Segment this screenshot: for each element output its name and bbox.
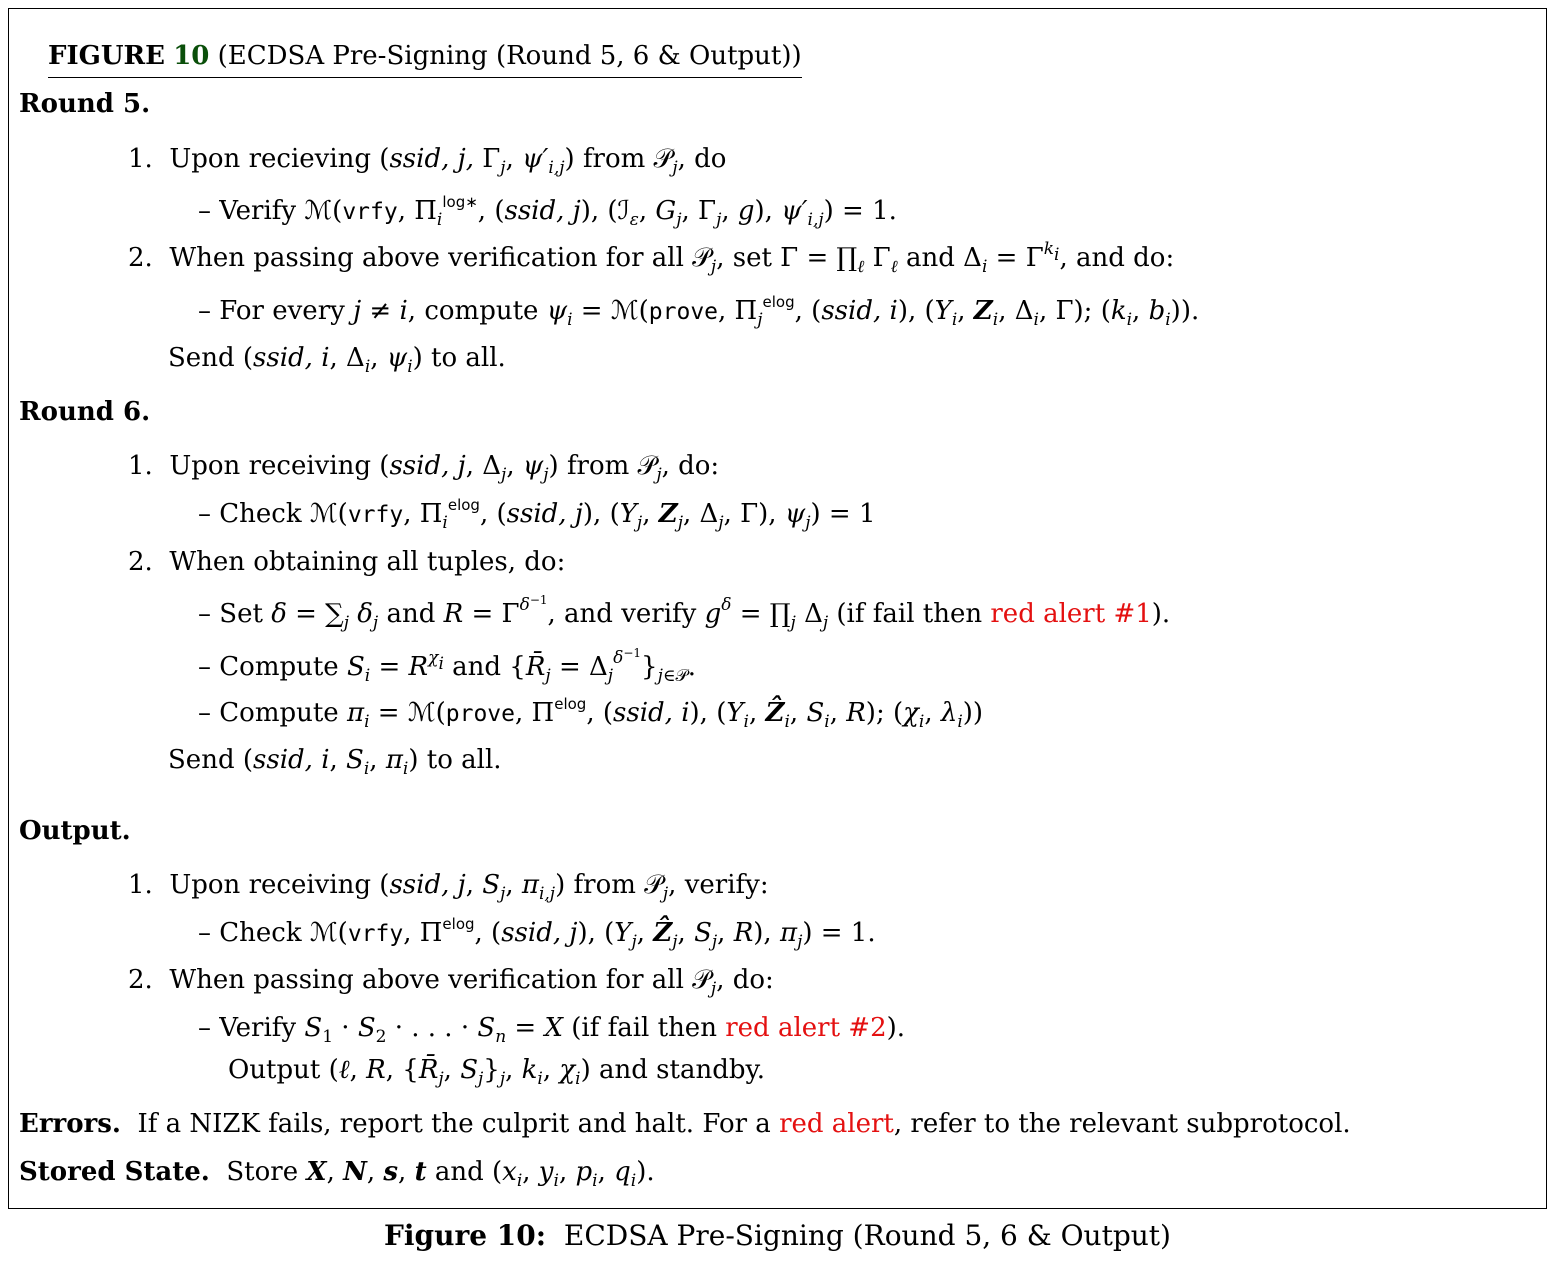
round6-step2-sub3: – Compute $\pi_i$ = ℳ(prove, $\Pi^{elog}$, (ssid, i), ($Y_i$, Ẑ$_i$, $S_i$, R); ($\chi_i$, $\lambda_i$)) xyxy=(198,695,984,732)
red-alert-1-link[interactable]: red alert #1 xyxy=(990,599,1152,629)
round5-step1-sub: – Verify ℳ(vrfy, $\Pi_i^{log∗}$, (ssid, j), (ℐ$_\varepsilon$, $G_j$, $\Gamma_j$, g), $\psi'_{i,j}) = 1$. xyxy=(198,193,897,230)
round5-step2: 2. When passing above verification for all 𝒫$_j$, set $\Gamma = \prod_\ell$ $\Gamma_\ell$ and $\Delta_i = \Gamma^{k_i}$, and do: xyxy=(128,239,1175,277)
round5-step1: 1. Upon recieving (ssid, j, $\Gamma_j$, $\psi'_{i,j}$) from 𝒫$_j$, do xyxy=(128,144,727,178)
round6-send: Send (ssid, i, $S_i$, $\pi_i$) to all. xyxy=(168,745,502,779)
errors-line: Errors. If a NIZK fails, report the culprit and halt. For a red alert, refer to the relevant subprotocol. xyxy=(19,1109,1351,1139)
round5-heading: Round 5. xyxy=(19,89,151,119)
figure-title-text: (ECDSA Pre-Signing (Round 5, 6 & Output)) xyxy=(217,41,802,71)
round6-step1-sub: – Check ℳ(vrfy, $\Pi_i^{elog}$, (ssid, j), ($Y_j$, $Z_j$, $\Delta_j$, Γ), $\psi_j) = 1$ xyxy=(198,496,876,533)
figure-number: 10 xyxy=(173,41,210,71)
stored-state-line: Stored State. Store X, N, s, t and ($x_i$, $y_i$, $p_i$, $q_i$). xyxy=(19,1157,655,1191)
round6-step2-sub2: – Compute $S_i = R^{\chi_i}$ and $\{R̄_j = \Delta_j^{\delta^{-1}}\}_{j\in 𝒫}$. xyxy=(198,646,696,686)
figure-caption: Figure 10: ECDSA Pre-Signing (Round 5, 6 & Output) xyxy=(384,1219,1171,1252)
figure-label: FIGURE xyxy=(48,41,165,71)
round5-step2-sub: – For every j ≠ i, compute $\psi_i$ = ℳ(prove, $\Pi_j^{elog}$, (ssid, i), ($Y_i$, $Z_i$, $\Delta_i$, Γ); ($k_i$, $b_i$)). xyxy=(198,293,1200,330)
output-step2: 2. When passing above verification for all 𝒫$_j$, do: xyxy=(128,965,774,999)
output-step2-sub: – Verify $S_1 \cdot S_2$ · . . . · $S_n = X$ (if fail then red alert #2). xyxy=(198,1013,906,1047)
figure-title xyxy=(48,40,802,72)
output-step1: 1. Upon receiving (ssid, j, $S_j$, $\pi_{i,j}$) from 𝒫$_j$, verify: xyxy=(128,870,769,904)
output-heading: Output. xyxy=(19,816,131,846)
output-step1-sub: – Check ℳ(vrfy, $\Pi^{elog}$, (ssid, j), ($Y_j$, Ẑ$_j$, $S_j$, R), $\pi_j) = 1$. xyxy=(198,915,876,952)
red-alert-2-link[interactable]: red alert #2 xyxy=(725,1013,887,1043)
round6-step1: 1. Upon receiving (ssid, j, $\Delta_j$, $\psi_j$) from 𝒫$_j$, do: xyxy=(128,451,720,485)
round6-heading: Round 6. xyxy=(19,397,151,427)
red-alert-link[interactable]: red alert xyxy=(779,1109,894,1139)
round6-step2: 2. When obtaining all tuples, do: xyxy=(128,547,566,577)
round5-send: Send (ssid, i, $\Delta_i$, $\psi_i$) to all. xyxy=(168,343,506,377)
output-final: Output (ℓ, R, {$R̄_j$, $S_j\}_j$, $k_i$, $\chi_i$) and standby. xyxy=(228,1055,765,1089)
round6-step2-sub1: – Set $\delta = \sum_j$ $\delta_j$ and $R = \Gamma^{\delta^{-1}}$, and verify $g^\delta$ = $\prod_j$ $\Delta_j$ (if fail then red alert #1). xyxy=(198,593,1171,633)
